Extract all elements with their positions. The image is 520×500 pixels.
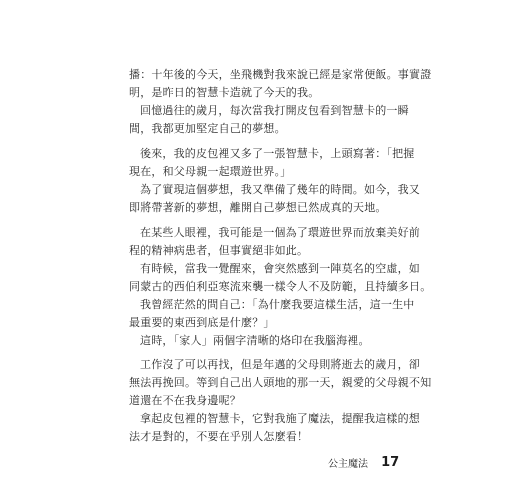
paragraph-4-line-1: 程的精神病患者，但事實絕非如此。 bbox=[129, 244, 309, 257]
paragraph-0-line-0: 播：十年後的今天，坐飛機對我來說已經是家常便飯。事實證 bbox=[129, 68, 432, 81]
text-group-1 bbox=[129, 66, 432, 138]
text-group-4 bbox=[129, 356, 432, 446]
paragraph-0-line-1: 明，是昨日的智慧卡造就了今天的我。 bbox=[129, 86, 320, 99]
paragraph-4-line-0: 在某些人眼裡，我可能是一個為了環遊世界而放棄美好前 bbox=[140, 226, 420, 239]
paragraph-3-line-1: 即將帶著新的夢想，離開自己夢想已然成真的天地。 bbox=[129, 201, 387, 214]
paragraph-8-line-1: 無法再挽回。等到自己出人頭地的那一天，親愛的父母親不知 bbox=[129, 376, 432, 389]
paragraph-9-line-1: 法才是對的，不要在乎別人怎麼看！ bbox=[129, 430, 309, 443]
paragraph-9-line-0: 拿起皮包裡的智慧卡，它對我施了魔法，提醒我這樣的想 bbox=[140, 412, 420, 425]
paragraph-2-line-0: 後來，我的皮包裡又多了一張智慧卡，上頭寫著：「把握 bbox=[140, 147, 415, 160]
paragraph-5-line-0: 有時候，當我一覺醒來，會突然感到一陣莫名的空虛，如 bbox=[140, 262, 420, 275]
paragraph-3-line-0: 為了實現這個夢想，我又準備了幾年的時間。如今，我又 bbox=[140, 183, 420, 196]
paragraph-6-line-1: 最重要的東西到底是什麼？」 bbox=[129, 316, 275, 329]
paragraph-2-line-1: 現在，和父母親一起環遊世界。」 bbox=[129, 165, 292, 178]
paragraph-8-line-0: 工作沒了可以再找，但是年邁的父母則將逝去的歲月，卻 bbox=[140, 358, 420, 371]
paragraph-5-line-1: 同蒙古的西伯利亞寒流來襲一樣令人不及防範，且持續多日。 bbox=[129, 280, 432, 293]
paragraph-1-line-0: 回憶過往的歲月，每次當我打開皮包看到智慧卡的一瞬 bbox=[140, 104, 409, 117]
text-group-2 bbox=[129, 145, 420, 217]
paragraph-6-line-0: 我曾經茫然的問自己：「為什麼我要這樣生活，這一生中 bbox=[140, 298, 415, 311]
paragraph-1-line-1: 間，我都更加堅定自己的夢想。 bbox=[129, 122, 286, 135]
book-title: 公主魔法 bbox=[328, 459, 368, 470]
paragraph-8-line-2: 道還在不在我身邊呢？ bbox=[129, 394, 241, 407]
paragraph-7-line-0: 這時，「家人」兩個字清晰的烙印在我腦海裡。 bbox=[140, 334, 370, 347]
page-footer bbox=[328, 452, 399, 471]
page-number: 17 bbox=[381, 455, 400, 470]
text-group-3 bbox=[129, 224, 432, 350]
